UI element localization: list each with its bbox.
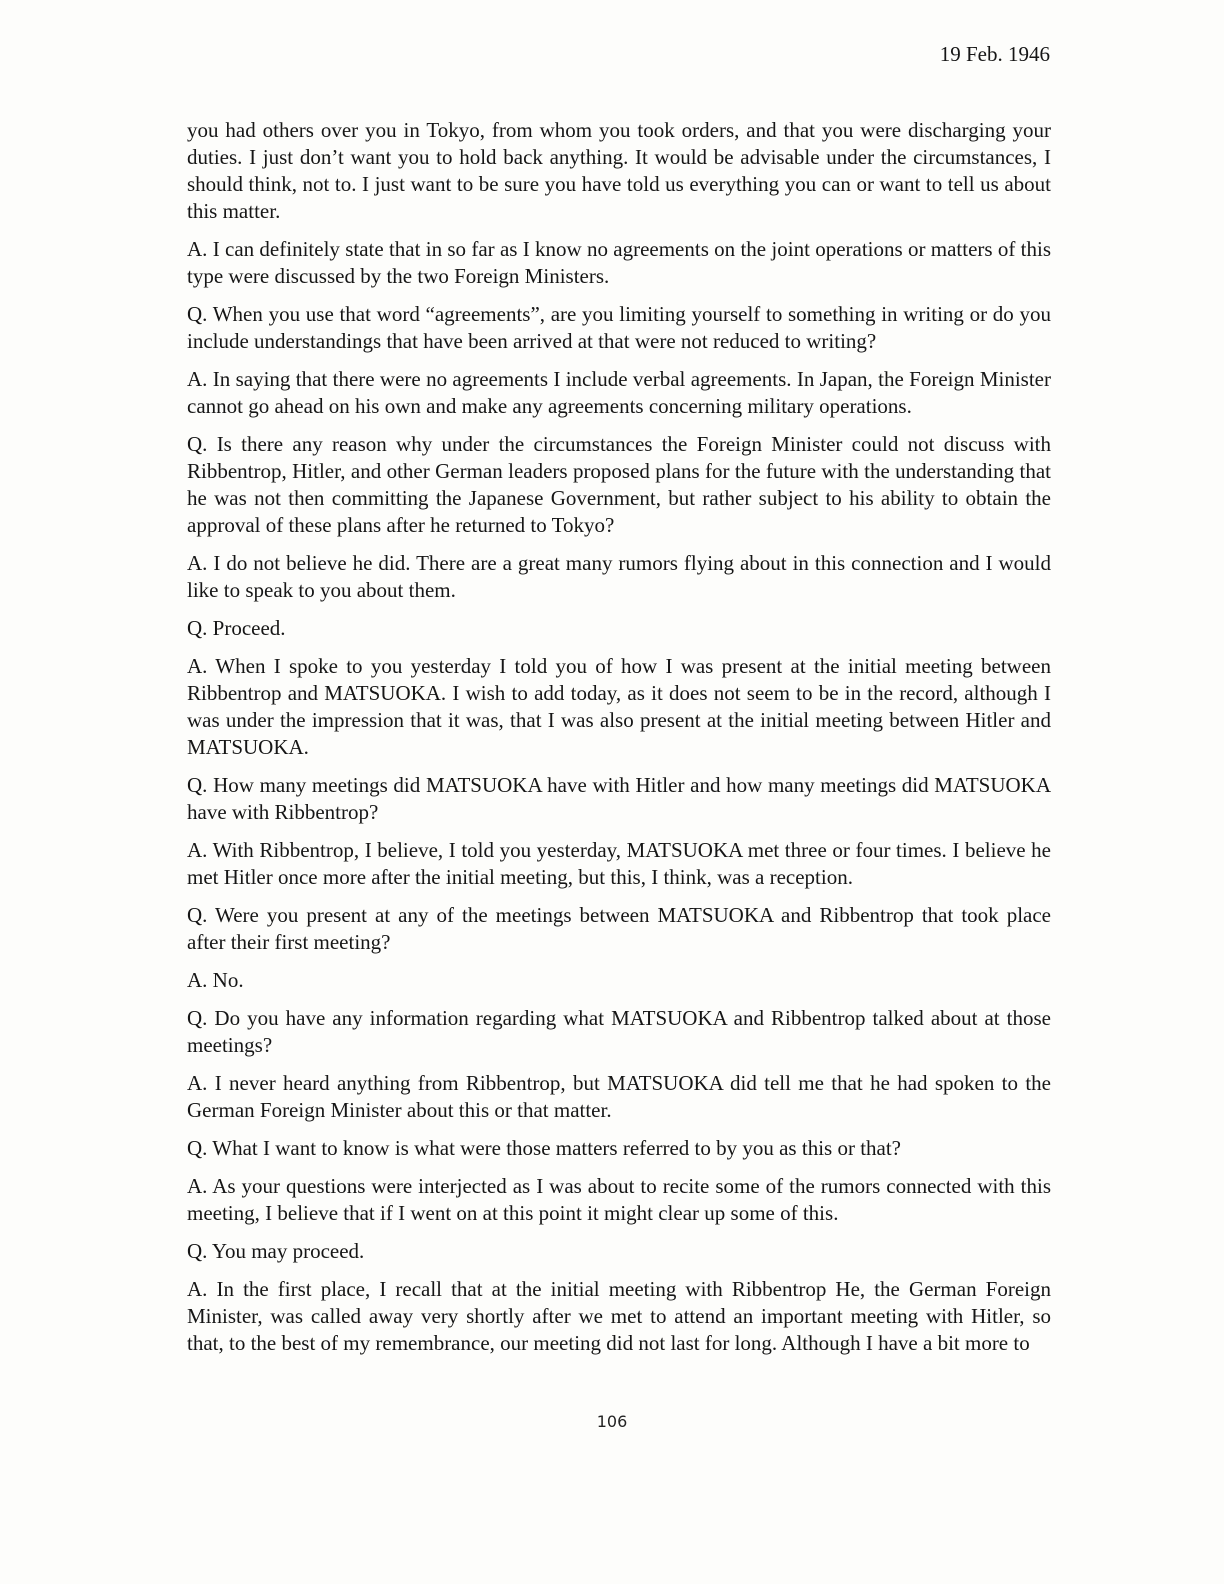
paragraph-3: Q. When you use that word “agreements”, are you limiting yourself to something in writing or do you include understandings that have been arrived at that were not reduced to writing? <box>187 302 1051 353</box>
paragraph-2: A. I can definitely state that in so far as I know no agreements on the joint operations or matters of this type were discussed by the two Foreign Ministers. <box>187 237 1051 288</box>
paragraph-7: Q. Proceed. <box>187 616 286 640</box>
paragraph-14: A. I never heard anything from Ribbentrop, but MATSUOKA did tell me that he had spoken to the German Foreign Minister about this or that matter. <box>187 1071 1051 1122</box>
page-number: 106 <box>596 1412 628 1431</box>
paragraph-5: Q. Is there any reason why under the circumstances the Foreign Minister could not discuss with Ribbentrop, Hitler, and other German leaders proposed plans for the future with the understanding that he was not then committing the Japanese Government, but rather subject to his ability to obtain the approval of these plans after he returned to Tokyo? <box>187 432 1051 537</box>
paragraph-11: Q. Were you present at any of the meetings between MATSUOKA and Ribbentrop that took place after their first meeting? <box>187 903 1051 954</box>
paragraph-9: Q. How many meetings did MATSUOKA have with Hitler and how many meetings did MATSUOKA have with Ribbentrop? <box>187 773 1051 824</box>
paragraph-18: A. In the first place, I recall that at the initial meeting with Ribbentrop He, the German Foreign Minister, was called away very shortly after we met to attend an important meeting with Hitler, so that, to the best of my remembrance, our meeting did not last for long. Although I have a bit more to <box>187 1277 1051 1355</box>
paragraph-8: A. When I spoke to you yesterday I told you of how I was present at the initial meeting between Ribbentrop and MATSUOKA. I wish to add today, as it does not seem to be in the record, although I was under the impression that it was, that I was also present at the initial meeting between Hitler and MATSUOKA. <box>187 654 1051 759</box>
paragraph-17: Q. You may proceed. <box>187 1239 365 1263</box>
transcript-body <box>187 117 1051 1368</box>
page-date: 19 Feb. 1946 <box>939 42 1050 66</box>
paragraph-10: A. With Ribbentrop, I believe, I told you yesterday, MATSUOKA met three or four times. I believe he met Hitler once more after the initial meeting, but this, I think, was a reception. <box>187 838 1051 889</box>
paragraph-15: Q. What I want to know is what were those matters referred to by you as this or that? <box>187 1136 901 1160</box>
paragraph-1: you had others over you in Tokyo, from whom you took orders, and that you were discharging your duties. I just don’t want you to hold back anything. It would be advisable under the circumstances, I should think, not to. I just want to be sure you have told us everything you can or want to tell us about this matter. <box>187 118 1051 223</box>
paragraph-4: A. In saying that there were no agreements I include verbal agreements. In Japan, the Foreign Minister cannot go ahead on his own and make any agreements concerning military operations. <box>187 367 1051 418</box>
paragraph-12: A. No. <box>187 968 244 992</box>
paragraph-6: A. I do not believe he did. There are a great many rumors flying about in this connection and I would like to speak to you about them. <box>187 551 1051 602</box>
paragraph-16: A. As your questions were interjected as I was about to recite some of the rumors connected with this meeting, I believe that if I went on at this point it might clear up some of this. <box>187 1174 1051 1225</box>
paragraph-13: Q. Do you have any information regarding what MATSUOKA and Ribbentrop talked about at those meetings? <box>187 1006 1051 1057</box>
